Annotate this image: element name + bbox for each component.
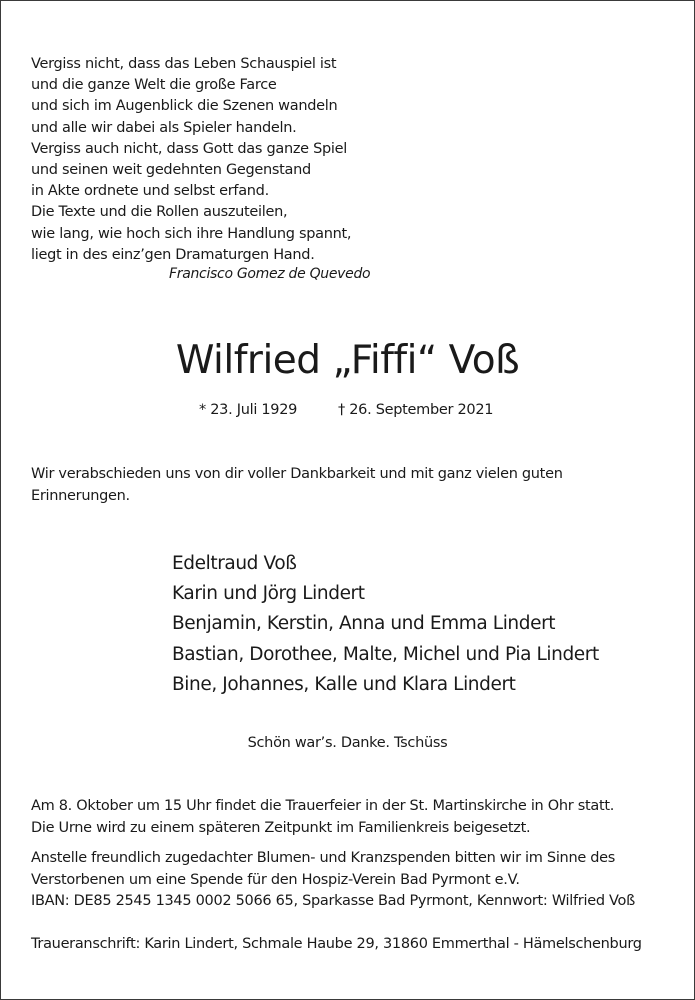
poem-line: in Akte ordnete und selbst erfand. bbox=[31, 183, 269, 200]
poem-line: und alle wir dabei als Spieler handeln. bbox=[31, 119, 297, 136]
poem bbox=[31, 54, 351, 266]
deceased-name: Wilfried „Fiffi“ Voß bbox=[175, 338, 520, 383]
poem-line: wie lang, wie hoch sich ihre Handlung spannt, bbox=[31, 225, 352, 242]
family-member: Karin und Jörg Lindert bbox=[172, 583, 365, 605]
birth-date: * 23. Juli 1929 bbox=[199, 402, 298, 418]
ceremony-line: Die Urne wird zu einem späteren Zeitpunkt im Familienkreis beigesetzt. bbox=[31, 819, 531, 836]
poem-line: Vergiss auch nicht, dass Gott das ganze Spiel bbox=[31, 140, 347, 157]
donation-line: IBAN: DE85 2545 1345 0002 5066 65, Sparkasse Bad Pyrmont, Kennwort: Wilfried Voß bbox=[31, 893, 635, 909]
ceremony-line: Am 8. Oktober um 15 Uhr findet die Trauerfeier in der St. Martinskirche in Ohr statt. bbox=[31, 798, 615, 814]
mourning-address: Traueranschrift: Karin Lindert, Schmale Haube 29, 31860 Emmerthal - Hämelschenburg bbox=[31, 936, 642, 952]
poem-author: Francisco Gomez de Quevedo bbox=[169, 266, 371, 282]
poem-line: und sich im Augenblick die Szenen wandeln bbox=[31, 98, 338, 115]
poem-line: Vergiss nicht, dass das Leben Schauspiel ist bbox=[31, 56, 337, 72]
poem-line: liegt in des einz’gen Dramaturgen Hand. bbox=[31, 246, 315, 263]
farewell-text: Wir verabschieden uns von dir voller Dankbarkeit und mit ganz vielen guten Erinnerungen. bbox=[31, 466, 563, 504]
poem-line: und die ganze Welt die große Farce bbox=[31, 77, 277, 94]
family-member: Edeltraud Voß bbox=[172, 553, 297, 574]
death-date: † 26. September 2021 bbox=[338, 402, 494, 418]
poem-line: und seinen weit gedehnten Gegenstand bbox=[31, 162, 311, 179]
donation-info bbox=[31, 848, 635, 913]
family-member: Benjamin, Kerstin, Anna und Emma Lindert bbox=[172, 613, 556, 635]
donation-line: Verstorbenen um eine Spende für den Hospiz-Verein Bad Pyrmont e.V. bbox=[31, 871, 520, 888]
family-member: Bine, Johannes, Kalle und Klara Lindert bbox=[172, 673, 516, 695]
poem-line: Die Texte und die Rollen auszuteilen, bbox=[31, 204, 288, 221]
ceremony-info bbox=[31, 796, 614, 839]
family-member: Bastian, Dorothee, Malte, Michel und Pia Lindert bbox=[172, 643, 599, 665]
closing-line: Schön war’s. Danke. Tschüss bbox=[247, 735, 448, 751]
donation-line: Anstelle freundlich zugedachter Blumen- und Kranzspenden bitten wir im Sinne des bbox=[31, 850, 616, 866]
family-list bbox=[172, 549, 599, 700]
